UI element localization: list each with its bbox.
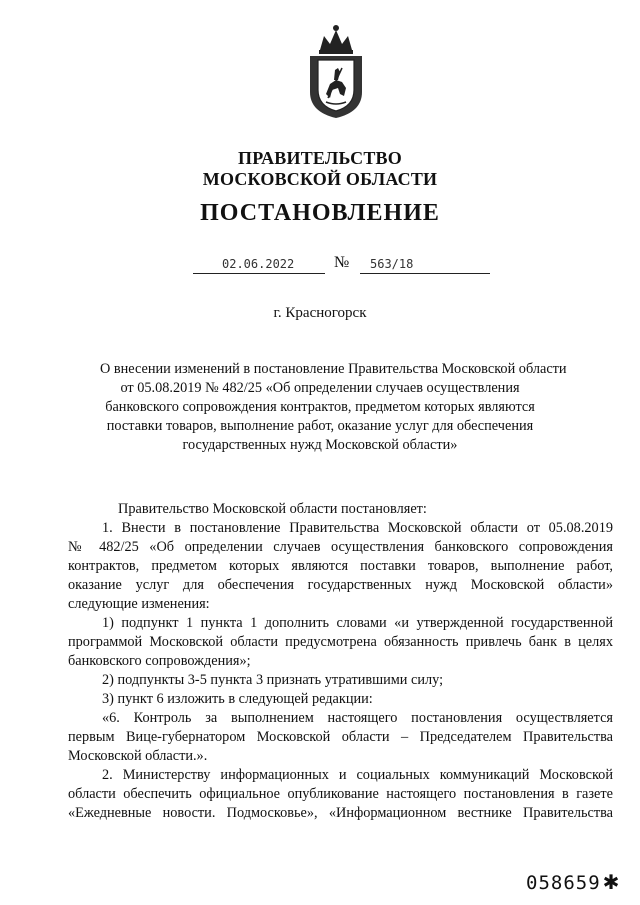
body-line: Правительство Московской области постановляет: — [118, 501, 427, 517]
date-underline — [193, 273, 325, 274]
document-serial-number — [526, 870, 620, 894]
title-line: от 05.08.2019 № 482/25 «Об определении случаев осуществления — [120, 380, 520, 396]
document-title — [100, 360, 567, 455]
body-line: следующие изменения: — [68, 596, 210, 612]
registration-line — [0, 254, 640, 277]
body-line: программой Московской области предусмотрена обязанность привлечь банк в целях — [68, 634, 613, 650]
coat-of-arms-emblem — [306, 22, 366, 120]
organization-name-line2: МОСКОВСКОЙ ОБЛАСТИ — [202, 169, 438, 189]
body-line: № 482/25 «Об определении случаев осуществления банковского сопровождения — [68, 539, 613, 555]
number-underline — [360, 273, 490, 274]
body-line: банковского сопровождения»; — [68, 653, 251, 669]
title-line: О внесении изменений в постановление Правительства Московской области — [100, 361, 567, 377]
body-line: контрактов, предметом которых являются поставки товаров, выполнение работ, — [68, 558, 613, 574]
title-line: государственных нужд Московской области» — [182, 437, 458, 453]
body-line: 2. Министерству информационных и социальных коммуникаций Московской — [102, 767, 613, 783]
city-name: г. Красногорск — [273, 305, 367, 321]
number-sign: № — [334, 254, 350, 271]
body-line: оказание услуг для обеспечения государственных нужд Московской области» — [68, 577, 613, 593]
body-line: 1. Внести в постановление Правительства Московской области от 05.08.2019 — [102, 520, 613, 536]
serial-number-text: 058659 — [526, 872, 601, 894]
body-line: 1) подпункт 1 пункта 1 дополнить словами «и утвержденной государственной — [102, 615, 613, 631]
title-line: поставки товаров, выполнение работ, оказание услуг для обеспечения — [106, 418, 534, 434]
body-line: 2) подпункты 3-5 пункта 3 признать утратившими силу; — [102, 672, 444, 688]
organization-name-line1: ПРАВИТЕЛЬСТВО — [238, 148, 402, 168]
document-body — [68, 500, 613, 823]
body-line: «6. Контроль за выполнением настоящего постановления осуществляется — [102, 710, 613, 726]
document-number: 563/18 — [370, 257, 414, 271]
body-line: области обеспечить официальное опубликование настоящего постановления в газете — [68, 786, 613, 802]
body-line: первым Вице-губернатором Московской области – Председателем Правительства — [68, 729, 613, 745]
body-line: Московской области.». — [68, 748, 208, 764]
body-line: 3) пункт 6 изложить в следующей редакции: — [102, 691, 373, 707]
document-type-heading: ПОСТАНОВЛЕНИЕ — [200, 200, 440, 226]
asterisk-icon: ✱ — [602, 870, 621, 894]
title-line: банковского сопровождения контрактов, предметом которых являются — [105, 399, 535, 415]
document-date: 02.06.2022 — [222, 257, 295, 271]
body-line: «Ежедневные новости. Подмосковье», «Информационном вестнике Правительства — [68, 805, 613, 821]
